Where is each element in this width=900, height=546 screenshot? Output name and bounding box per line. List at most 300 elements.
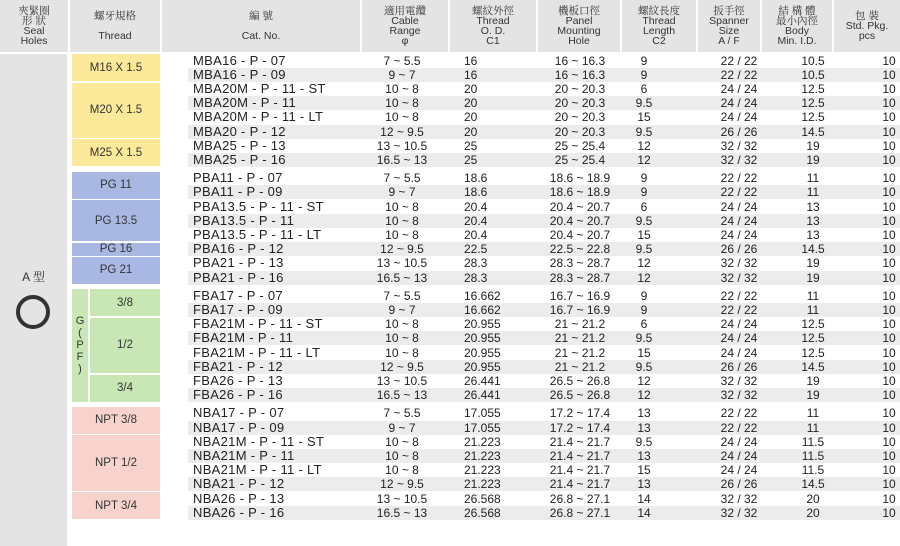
cell-len: 15 <box>637 345 651 360</box>
cell-cat: FBA21M - P - 11 - LT <box>193 344 321 360</box>
cell-pkg: 10 <box>882 227 896 242</box>
cell-spanner: 24 / 24 <box>720 227 758 242</box>
cell-cable: 9 ~ 7 <box>388 185 416 200</box>
cell-cat: NBA21M - P - 11 - ST <box>193 433 325 449</box>
cell-spanner: 22 / 22 <box>720 420 758 435</box>
cell-body: 11 <box>806 185 820 200</box>
cell-cable: 16.5 ~ 13 <box>376 388 428 403</box>
cell-len: 15 <box>637 463 651 478</box>
cell-spanner: 22 / 22 <box>720 185 758 200</box>
g-pf-label <box>72 289 88 401</box>
cell-cable: 16.5 ~ 13 <box>376 505 428 520</box>
cell-od: 20 <box>464 124 478 139</box>
table-row <box>188 96 900 110</box>
cell-len: 6 <box>640 199 648 214</box>
cell-body: 12.5 <box>801 317 825 332</box>
cell-pkg: 10 <box>882 373 896 388</box>
cell-od: 20.955 <box>464 331 501 346</box>
table-row <box>188 125 900 139</box>
cell-cable: 9 ~ 7 <box>388 420 416 435</box>
header-line: Hole <box>568 35 590 47</box>
cell-od: 20 <box>464 96 478 111</box>
cell-spanner: 32 / 32 <box>720 256 758 271</box>
cell-panel: 20.4 ~ 20.7 <box>549 199 611 214</box>
cell-cat: NBA21M - P - 11 - LT <box>193 462 322 478</box>
cell-cable: 10 ~ 8 <box>385 345 419 360</box>
cell-body: 13 <box>806 227 820 242</box>
table-row <box>188 171 900 185</box>
table-row <box>188 271 900 285</box>
cell-panel: 17.2 ~ 17.4 <box>549 406 611 421</box>
cell-spanner: 22 / 22 <box>720 302 758 317</box>
table-row <box>188 477 900 491</box>
cell-body: 19 <box>806 388 820 403</box>
cell-body: 11 <box>806 420 820 435</box>
cell-spanner: 32 / 32 <box>720 270 758 285</box>
cell-pkg: 10 <box>882 491 896 506</box>
cell-cable: 10 ~ 8 <box>385 227 419 242</box>
cell-spanner: 22 / 22 <box>720 171 758 186</box>
cell-body: 12.5 <box>801 81 825 96</box>
cell-cat: MBA16 - P - 09 <box>193 66 286 82</box>
thread-cell: 1/2 <box>90 318 160 374</box>
cell-spanner: 22 / 22 <box>720 288 758 303</box>
cell-cat: PBA16 - P - 12 <box>193 241 284 257</box>
cell-cable: 10 ~ 8 <box>385 434 419 449</box>
cell-len: 13 <box>637 420 651 435</box>
g-pf-char: P <box>76 339 84 352</box>
header-line: φ <box>401 35 409 47</box>
header-line: pcs <box>858 30 876 42</box>
cell-pkg: 10 <box>882 406 896 421</box>
o-ring-icon <box>16 295 50 329</box>
cell-od: 28.3 <box>464 270 488 285</box>
cell-cable: 16.5 ~ 13 <box>376 270 428 285</box>
cell-od: 17.055 <box>464 420 501 435</box>
cell-len: 12 <box>637 388 651 403</box>
cell-len: 6 <box>640 81 648 96</box>
cell-cat: FBA26 - P - 16 <box>193 387 283 403</box>
table-row <box>188 242 900 256</box>
cell-od: 25 <box>464 138 478 153</box>
cell-body: 12.5 <box>801 110 825 125</box>
cell-spanner: 26 / 26 <box>720 359 758 374</box>
cell-panel: 20.4 ~ 20.7 <box>549 213 611 228</box>
table-row <box>188 153 900 167</box>
cell-body: 19 <box>806 270 820 285</box>
cell-od: 16.662 <box>464 302 501 317</box>
cell-od: 18.6 <box>464 185 488 200</box>
cell-body: 11.5 <box>801 434 825 449</box>
cell-panel: 28.3 ~ 28.7 <box>549 256 611 271</box>
cell-panel: 22.5 ~ 22.8 <box>549 242 611 257</box>
cell-pkg: 10 <box>882 185 896 200</box>
cell-len: 9.5 <box>635 331 653 346</box>
cell-pkg: 10 <box>882 288 896 303</box>
thread-cell: PG 11 <box>72 172 160 199</box>
cell-pkg: 10 <box>882 256 896 271</box>
header-line: Seal <box>23 25 45 37</box>
table-row <box>188 228 900 242</box>
cell-pkg: 10 <box>882 171 896 186</box>
cell-cable: 10 ~ 8 <box>385 317 419 332</box>
table-row <box>188 331 900 345</box>
cell-cat: FBA21 - P - 12 <box>193 358 283 374</box>
cell-body: 14.5 <box>801 359 825 374</box>
header-panel <box>538 0 620 52</box>
header-body <box>762 0 832 52</box>
cell-panel: 28.3 ~ 28.7 <box>549 270 611 285</box>
cell-cable: 7 ~ 5.5 <box>383 288 421 303</box>
cell-cat: FBA17 - P - 09 <box>193 301 283 317</box>
cell-panel: 18.6 ~ 18.9 <box>549 171 611 186</box>
cell-panel: 20.4 ~ 20.7 <box>549 227 611 242</box>
cell-spanner: 26 / 26 <box>720 124 758 139</box>
cell-cat: MBA20M - P - 11 - LT <box>193 109 324 125</box>
header-thread-od <box>450 0 536 52</box>
cell-cat: NBA26 - P - 16 <box>193 504 285 520</box>
cell-cable: 10 ~ 8 <box>385 81 419 96</box>
cell-len: 15 <box>637 110 651 125</box>
cell-panel: 25 ~ 25.4 <box>554 152 606 167</box>
cell-body: 19 <box>806 138 820 153</box>
cell-pkg: 10 <box>882 463 896 478</box>
thread-cell: 3/4 <box>90 375 160 402</box>
header-seal <box>0 0 68 52</box>
cell-len: 9 <box>640 53 648 68</box>
table-header <box>0 0 900 52</box>
cell-cable: 10 ~ 8 <box>385 463 419 478</box>
cell-pkg: 10 <box>882 317 896 332</box>
cell-od: 25 <box>464 152 478 167</box>
cell-body: 11 <box>806 288 820 303</box>
cell-od: 22.5 <box>464 242 488 257</box>
cell-spanner: 22 / 22 <box>720 67 758 82</box>
cell-panel: 18.6 ~ 18.9 <box>549 185 611 200</box>
cell-cat: PBA21 - P - 13 <box>193 255 284 271</box>
cell-spanner: 22 / 22 <box>720 406 758 421</box>
cell-cat: PBA11 - P - 09 <box>193 184 283 200</box>
cell-od: 21.223 <box>464 448 501 463</box>
table-row <box>188 406 900 420</box>
cell-panel: 21.4 ~ 21.7 <box>549 477 611 492</box>
thread-cell: NPT 1/2 <box>72 435 160 491</box>
cell-pkg: 10 <box>882 81 896 96</box>
cell-panel: 26.5 ~ 26.8 <box>549 388 611 403</box>
cell-body: 20 <box>806 491 820 506</box>
cell-panel: 21 ~ 21.2 <box>554 345 606 360</box>
thread-cell: PG 21 <box>72 257 160 284</box>
cell-pkg: 10 <box>882 110 896 125</box>
cell-body: 10.5 <box>801 53 825 68</box>
cell-pkg: 10 <box>882 124 896 139</box>
cell-spanner: 24 / 24 <box>720 317 758 332</box>
cell-body: 20 <box>806 505 820 520</box>
cell-panel: 16.7 ~ 16.9 <box>549 288 611 303</box>
cell-panel: 20 ~ 20.3 <box>554 110 606 125</box>
cell-cable: 12 ~ 9.5 <box>380 124 424 139</box>
cell-spanner: 24 / 24 <box>720 81 758 96</box>
cell-spanner: 26 / 26 <box>720 477 758 492</box>
table-row <box>188 374 900 388</box>
cell-cable: 12 ~ 9.5 <box>380 359 424 374</box>
cell-cable: 13 ~ 10.5 <box>376 256 428 271</box>
cell-panel: 21 ~ 21.2 <box>554 331 606 346</box>
cell-body: 13 <box>806 213 820 228</box>
cell-cable: 7 ~ 5.5 <box>383 171 421 186</box>
cell-len: 12 <box>637 270 651 285</box>
header-line: 編 號 <box>249 10 273 22</box>
cell-panel: 21 ~ 21.2 <box>554 317 606 332</box>
cell-od: 20 <box>464 110 478 125</box>
cell-cable: 9 ~ 7 <box>388 67 416 82</box>
cell-od: 17.055 <box>464 406 501 421</box>
g-pf-char: ) <box>78 363 82 376</box>
cell-od: 20 <box>464 81 478 96</box>
thread-cell: PG 13.5 <box>72 200 160 241</box>
table-row <box>188 200 900 214</box>
header-spanner <box>698 0 760 52</box>
cell-len: 12 <box>637 138 651 153</box>
cell-body: 19 <box>806 152 820 167</box>
cell-pkg: 10 <box>882 420 896 435</box>
cell-pkg: 10 <box>882 53 896 68</box>
table-row <box>188 449 900 463</box>
header-line: Body <box>785 25 809 37</box>
g-pf-char: ( <box>78 327 82 340</box>
header-line: Panel <box>565 15 593 27</box>
header-line: Thread <box>98 30 132 42</box>
cell-len: 9 <box>640 302 648 317</box>
thread-cell: M25 X 1.5 <box>72 139 160 166</box>
table-row <box>188 110 900 124</box>
cell-pkg: 10 <box>882 138 896 153</box>
table-row <box>188 435 900 449</box>
cell-pkg: 10 <box>882 242 896 257</box>
cell-cat: NBA21M - P - 11 <box>193 447 295 463</box>
cell-od: 26.568 <box>464 505 501 520</box>
cell-cable: 10 ~ 8 <box>385 96 419 111</box>
header-line: O. D. <box>480 25 506 37</box>
cell-len: 9 <box>640 171 648 186</box>
cell-spanner: 32 / 32 <box>720 505 758 520</box>
cell-len: 9.5 <box>635 242 653 257</box>
header-line: Thread <box>476 15 510 27</box>
table-row <box>188 346 900 360</box>
cell-spanner: 24 / 24 <box>720 331 758 346</box>
cell-cable: 10 ~ 8 <box>385 213 419 228</box>
cell-cat: NBA21 - P - 12 <box>193 476 285 492</box>
cell-cat: MBA16 - P - 07 <box>193 52 286 68</box>
cell-spanner: 24 / 24 <box>720 213 758 228</box>
cell-cable: 7 ~ 5.5 <box>383 53 421 68</box>
cell-od: 26.441 <box>464 388 501 403</box>
header-line: 扳手徑 <box>713 5 745 17</box>
cell-pkg: 10 <box>882 477 896 492</box>
seal-type-label: A 型 <box>22 270 45 284</box>
header-line: Spanner <box>709 15 749 27</box>
cell-len: 12 <box>637 152 651 167</box>
header-line: 夾緊圈 <box>18 5 50 17</box>
cell-cat: MBA20M - P - 11 - ST <box>193 80 326 96</box>
cell-cable: 12 ~ 9.5 <box>380 477 424 492</box>
cell-body: 11 <box>806 302 820 317</box>
cell-panel: 20 ~ 20.3 <box>554 96 606 111</box>
cell-od: 21.223 <box>464 477 501 492</box>
cell-cable: 13 ~ 10.5 <box>376 491 428 506</box>
g-pf-char: F <box>76 351 84 364</box>
header-line: Size <box>718 25 740 37</box>
cell-od: 20.4 <box>464 199 488 214</box>
cell-panel: 16.7 ~ 16.9 <box>549 302 611 317</box>
cell-spanner: 26 / 26 <box>720 242 758 257</box>
cell-cat: PBA13.5 - P - 11 - ST <box>193 198 324 214</box>
cell-body: 11.5 <box>801 463 825 478</box>
cell-pkg: 10 <box>882 345 896 360</box>
header-line: 螺紋長度 <box>638 5 680 17</box>
cell-panel: 26.8 ~ 27.1 <box>549 505 611 520</box>
table-row <box>188 214 900 228</box>
cell-pkg: 10 <box>882 448 896 463</box>
cell-cable: 12 ~ 9.5 <box>380 242 424 257</box>
table-row <box>188 360 900 374</box>
header-pkg <box>834 0 900 52</box>
header-line: Holes <box>20 35 48 47</box>
cell-spanner: 32 / 32 <box>720 491 758 506</box>
cell-body: 10.5 <box>801 67 825 82</box>
header-line: 螺牙規格 <box>94 10 136 22</box>
cell-panel: 26.8 ~ 27.1 <box>549 491 611 506</box>
cell-spanner: 32 / 32 <box>720 373 758 388</box>
cell-body: 11 <box>806 171 820 186</box>
cell-cat: NBA17 - P - 09 <box>193 419 285 435</box>
table-row <box>188 289 900 303</box>
header-cat <box>162 0 360 52</box>
cell-len: 12 <box>637 256 651 271</box>
cell-pkg: 10 <box>882 505 896 520</box>
cell-cat: FBA26 - P - 13 <box>193 372 283 388</box>
cell-spanner: 24 / 24 <box>720 434 758 449</box>
cell-cable: 10 ~ 8 <box>385 199 419 214</box>
cell-len: 13 <box>637 406 651 421</box>
table-row <box>188 421 900 435</box>
cell-spanner: 32 / 32 <box>720 388 758 403</box>
cell-body: 11.5 <box>801 448 825 463</box>
cell-len: 14 <box>637 505 651 520</box>
table-row <box>188 388 900 402</box>
table-row <box>188 492 900 506</box>
table-row <box>188 185 900 199</box>
cell-pkg: 10 <box>882 388 896 403</box>
cell-len: 15 <box>637 227 651 242</box>
header-line: 最小內徑 <box>776 15 818 27</box>
cell-spanner: 24 / 24 <box>720 96 758 111</box>
cell-od: 26.441 <box>464 373 501 388</box>
cell-spanner: 24 / 24 <box>720 110 758 125</box>
cell-cat: NBA26 - P - 13 <box>193 490 285 506</box>
cell-od: 20.4 <box>464 227 488 242</box>
cell-len: 9.5 <box>635 359 653 374</box>
header-line: Cat. No. <box>241 30 281 42</box>
cell-spanner: 24 / 24 <box>720 345 758 360</box>
cell-cable: 10 ~ 8 <box>385 110 419 125</box>
header-line: Length <box>642 25 676 37</box>
thread-cell: PG 16 <box>72 243 160 256</box>
cell-od: 20.4 <box>464 213 488 228</box>
cell-body: 19 <box>806 373 820 388</box>
cell-panel: 21 ~ 21.2 <box>554 359 606 374</box>
cell-spanner: 22 / 22 <box>720 53 758 68</box>
cell-od: 20.955 <box>464 317 501 332</box>
header-line: Mounting <box>557 25 601 37</box>
cell-panel: 21.4 ~ 21.7 <box>549 448 611 463</box>
table-row <box>188 54 900 68</box>
cell-pkg: 10 <box>882 331 896 346</box>
cell-cat: MBA20 - P - 12 <box>193 123 286 139</box>
header-line: 形 狀 <box>22 15 46 27</box>
thread-cell: M20 X 1.5 <box>72 83 160 139</box>
header-line: C2 <box>652 35 666 47</box>
cell-pkg: 10 <box>882 96 896 111</box>
cell-spanner: 24 / 24 <box>720 463 758 478</box>
header-line: 結 構 體 <box>778 5 816 17</box>
header-thread <box>70 0 160 52</box>
cell-body: 11 <box>806 406 820 421</box>
cell-cable: 9 ~ 7 <box>388 302 416 317</box>
cell-panel: 25 ~ 25.4 <box>554 138 606 153</box>
cell-spanner: 32 / 32 <box>720 138 758 153</box>
cell-cat: FBA21M - P - 11 - ST <box>193 316 323 332</box>
cell-cat: FBA17 - P - 07 <box>193 287 283 303</box>
cell-od: 26.568 <box>464 491 501 506</box>
cell-panel: 17.2 ~ 17.4 <box>549 420 611 435</box>
thread-cell: 3/8 <box>90 289 160 316</box>
cell-od: 20.955 <box>464 345 501 360</box>
cell-od: 28.3 <box>464 256 488 271</box>
cell-spanner: 32 / 32 <box>720 152 758 167</box>
cell-panel: 26.5 ~ 26.8 <box>549 373 611 388</box>
cell-cable: 13 ~ 10.5 <box>376 138 428 153</box>
cell-panel: 21.4 ~ 21.7 <box>549 434 611 449</box>
cell-pkg: 10 <box>882 152 896 167</box>
header-line: C1 <box>486 35 500 47</box>
header-line: 螺紋外徑 <box>472 5 514 17</box>
header-line: A / F <box>718 35 740 47</box>
thread-cell: NPT 3/4 <box>72 492 160 519</box>
cell-cable: 16.5 ~ 13 <box>376 152 428 167</box>
table-row <box>188 303 900 317</box>
cell-cat: PBA21 - P - 16 <box>193 269 284 285</box>
cell-cat: MBA25 - P - 16 <box>193 151 286 167</box>
cell-pkg: 10 <box>882 359 896 374</box>
cell-pkg: 10 <box>882 302 896 317</box>
cell-body: 13 <box>806 199 820 214</box>
header-line: Std. Pkg. <box>845 20 889 32</box>
cell-body: 14.5 <box>801 124 825 139</box>
cell-od: 21.223 <box>464 434 501 449</box>
cell-len: 9.5 <box>635 434 653 449</box>
cell-cable: 7 ~ 5.5 <box>383 406 421 421</box>
cell-cable: 10 ~ 8 <box>385 331 419 346</box>
cell-len: 12 <box>637 373 651 388</box>
table-row <box>188 139 900 153</box>
cell-body: 14.5 <box>801 242 825 257</box>
cell-len: 9.5 <box>635 96 653 111</box>
table-row <box>188 82 900 96</box>
cell-body: 19 <box>806 256 820 271</box>
cell-panel: 21.4 ~ 21.7 <box>549 463 611 478</box>
cell-od: 20.955 <box>464 359 501 374</box>
